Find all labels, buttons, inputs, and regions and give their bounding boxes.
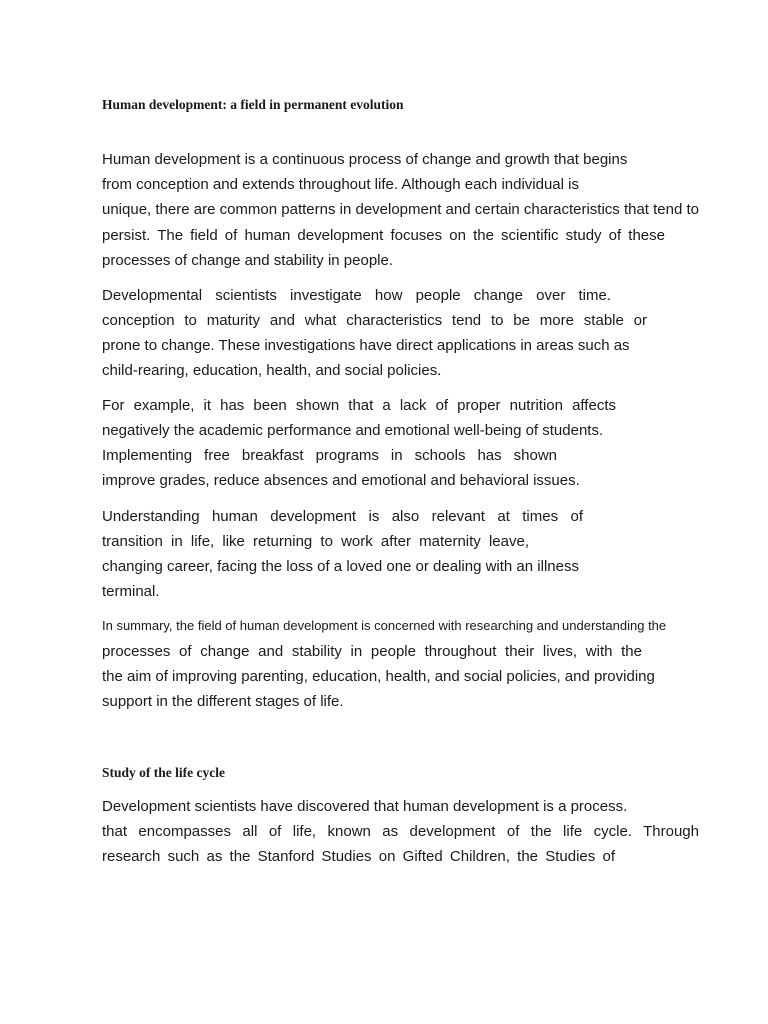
text-line: research such as the Stanford Studies on Gifted Children, the Studies of — [102, 848, 615, 865]
text-line: prone to change. These investigations have direct applications in areas such as — [102, 337, 630, 354]
text-line: terminal. — [102, 583, 160, 600]
text-line: that encompasses all of life, known as development of the life cycle. Through — [102, 823, 699, 840]
text-line: Developmental scientists investigate how people change over time. — [102, 287, 611, 304]
text-line: the aim of improving parenting, education, health, and social policies, and providing — [102, 668, 655, 685]
text-line: negatively the academic performance and emotional well-being of students. — [102, 422, 604, 439]
text-line: Development scientists have discovered that human development is a process. — [102, 798, 628, 815]
text-line: persist. The field of human development focuses on the scientific study of these — [102, 227, 665, 244]
text-line: Human development is a continuous process of change and growth that begins — [102, 151, 628, 168]
text-line: processes of change and stability in people. — [102, 252, 394, 269]
text-line: Implementing free breakfast programs in schools has shown — [102, 447, 557, 464]
section-heading: Study of the life cycle — [102, 765, 225, 780]
text-line: In summary, the field of human development is concerned with researching and understanding the — [102, 618, 667, 633]
text-line: transition in life, like returning to work after maternity leave, — [102, 533, 529, 550]
text-line: support in the different stages of life. — [102, 693, 344, 710]
text-line: from conception and extends throughout life. Although each individual is — [102, 176, 579, 193]
text-line: conception to maturity and what characteristics tend to be more stable or — [102, 312, 647, 329]
text-line: processes of change and stability in people throughout their lives, with the — [102, 643, 642, 660]
text-line: child-rearing, education, health, and social policies. — [102, 362, 442, 379]
text-line: unique, there are common patterns in development and certain characteristics that tend to — [102, 201, 700, 218]
text-line: Understanding human development is also relevant at times of — [102, 508, 583, 525]
text-line: For example, it has been shown that a lack of proper nutrition affects — [102, 397, 616, 414]
text-line: changing career, facing the loss of a loved one or dealing with an illness — [102, 558, 579, 575]
text-line: improve grades, reduce absences and emotional and behavioral issues. — [102, 472, 580, 489]
section-heading: Human development: a field in permanent evolution — [102, 97, 404, 112]
